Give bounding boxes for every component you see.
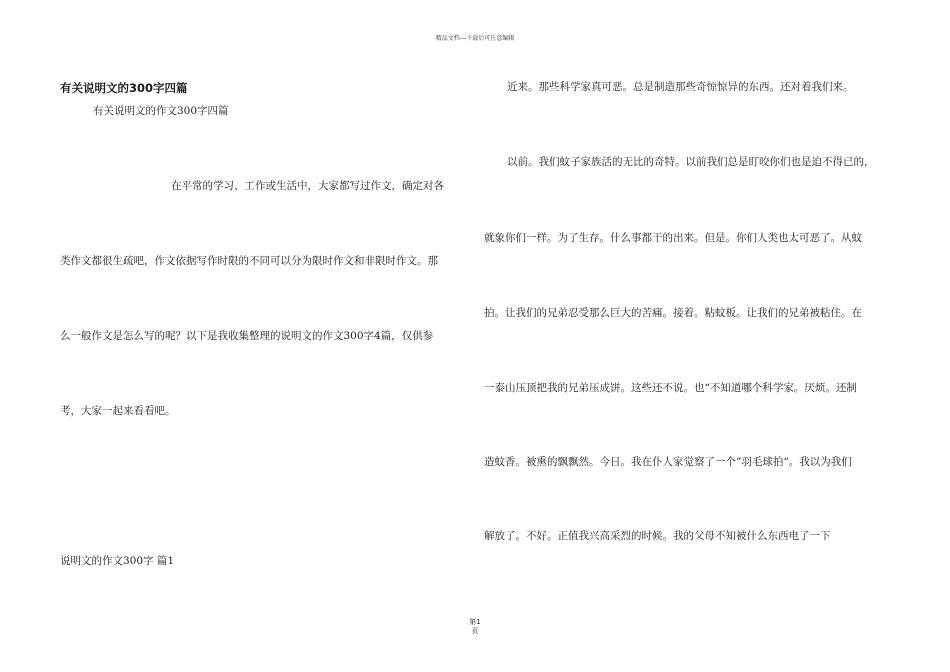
intro-line-2: 类作文都很生疏吧，作文依据写作时限的不同可以分为限时作文和非限时作文。那 [60,255,438,267]
document-subtitle: 有关说明文的作文300字四篇 [93,105,229,117]
body-line-2: 以前。我们蚊子家族活的无比的奇特。以前我们总是盯咬你们也是迫不得已的， [507,156,875,168]
intro-line-4: 考，大家一起来看看吧。 [60,405,176,417]
body-line-7: 解放了。不好。正值我兴高采烈的时候。我的父母不知被什么东西电了一下 [484,530,831,542]
section-heading: 说明文的作文300字 篇1 [60,555,175,567]
document-title: 有关说明文的300字四篇 [60,81,188,95]
page-number-line-1: 第1 [469,618,481,626]
body-line-3: 就象你们一样。为了生存。什么事都干的出来。但是。你们人类也太可恶了。从蚊 [484,232,862,244]
page-header: 精品文档---下载后可任意编辑 [435,35,515,42]
page-number [0,618,950,636]
body-line-4: 拍。让我们的兄弟忍受那么巨大的苦痛。接着。粘蚊板。让我们的兄弟被粘住。在 [484,307,862,319]
body-line-5: 一泰山压顶把我的兄弟压成饼。这些还不说。也“不知道哪个科学家。厌烦。还制 [484,382,857,394]
intro-line-3: 么一般作文是怎么写的呢？以下是我收集整理的说明文的作文300字4篇，仅供参 [60,330,434,342]
body-line-1: 近来。那些科学家真可恶。总是制造那些奇惊惊异的东西。还对着我们来。 [507,81,854,93]
page-number-line-2: 页 [471,627,479,635]
intro-line-1: 在平常的学习、工作或生活中，大家都写过作文，确定对各 [171,180,444,192]
body-line-6: 造蚊香。被熏的飘飘然。今日。我在仆人家觉察了一个”羽毛球拍“。我以为我们 [484,456,852,468]
